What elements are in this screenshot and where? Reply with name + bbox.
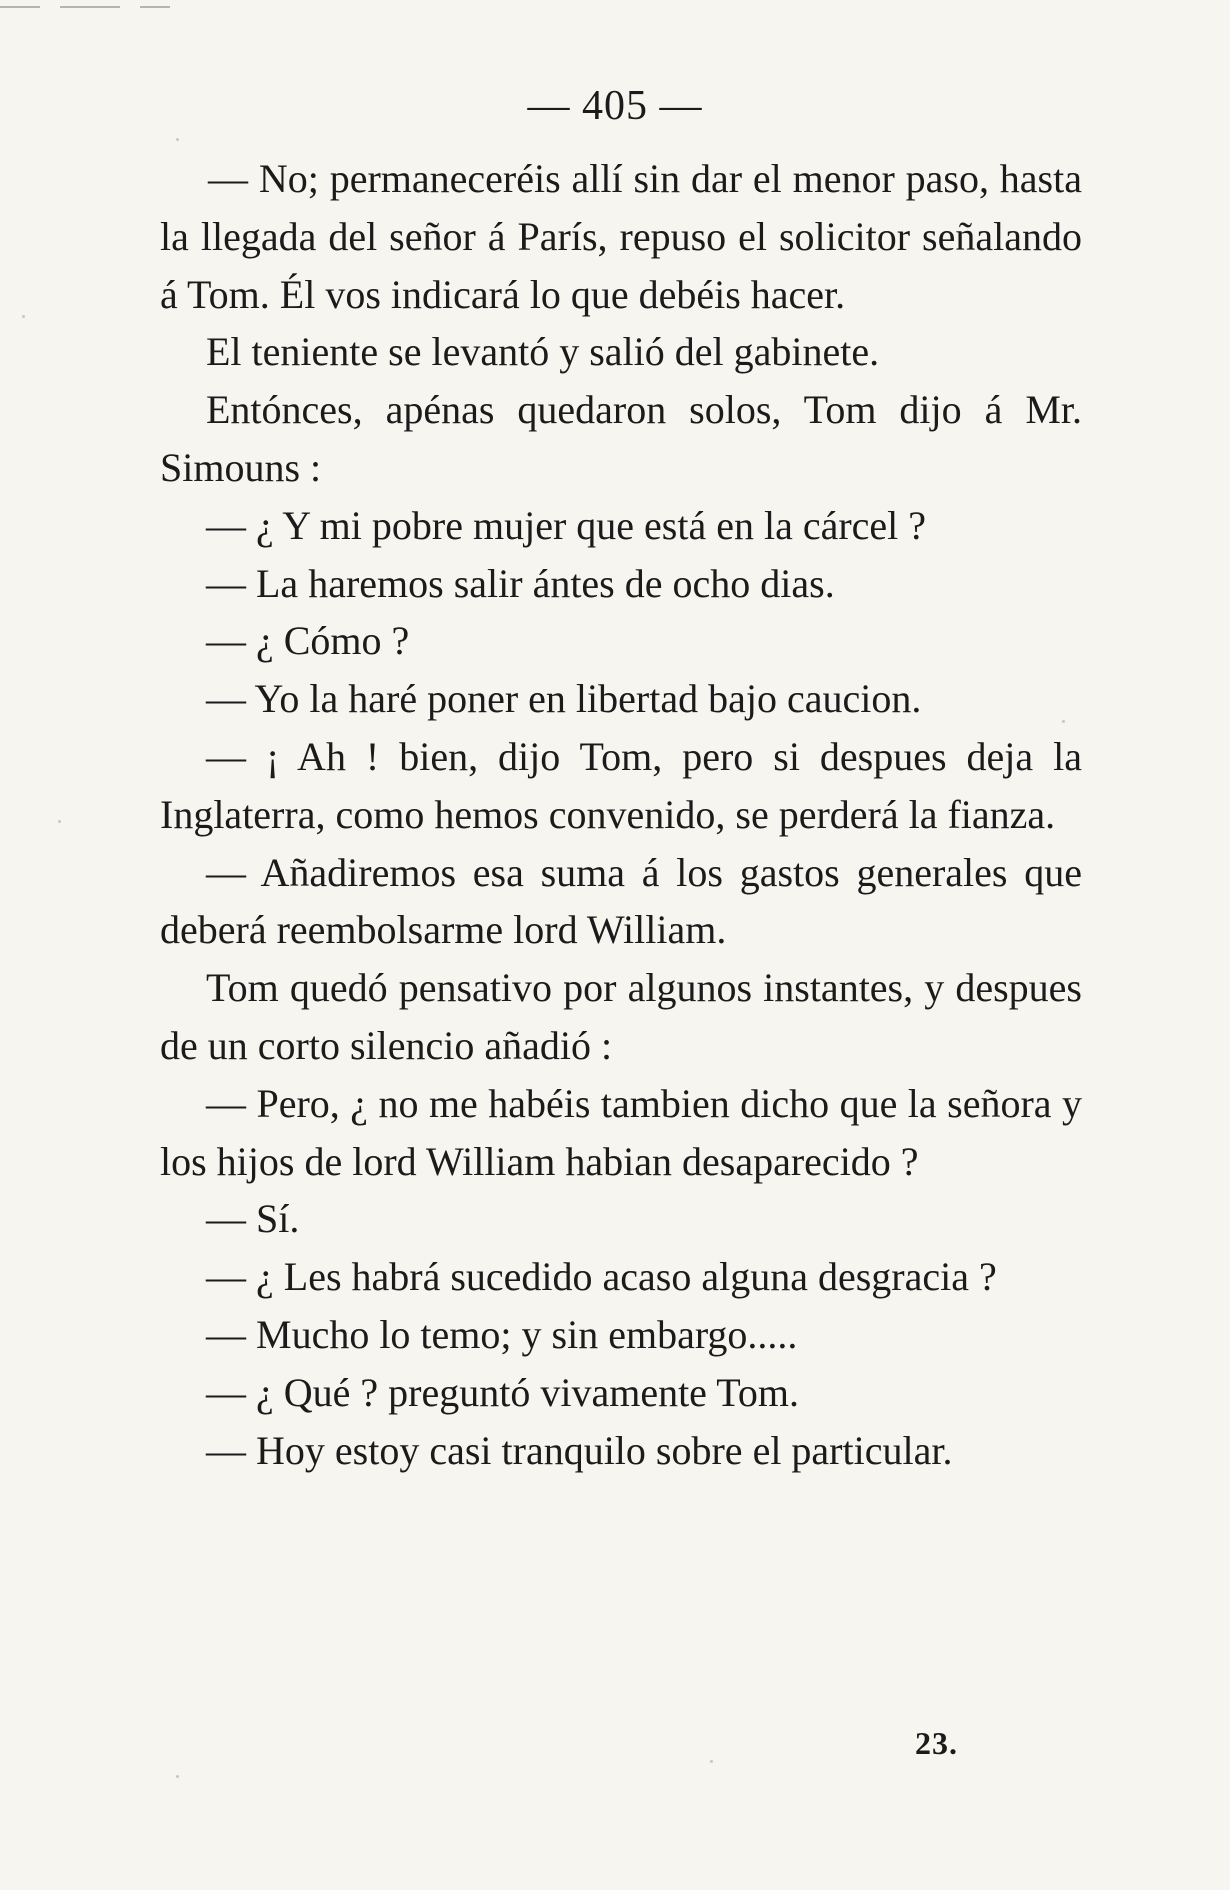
paragraph: — ¿ Y mi pobre mujer que está en la cárcel ? <box>206 502 927 548</box>
paragraph: Entónces, apénas quedaron solos, Tom dijo á Mr. Simouns : <box>160 387 1082 490</box>
paragraph: Tom quedó pensativo por algunos instantes, y despues de un corto silencio añadió : <box>160 965 1082 1068</box>
scan-edge-mark <box>0 6 180 8</box>
paragraph: — Hoy estoy casi tranquilo sobre el particular. <box>206 1427 953 1473</box>
paragraph: — Añadiremos esa suma á los gastos generales que deberá reembolsarme lord William. <box>160 849 1082 953</box>
body-text <box>160 150 1082 1479</box>
paper-speck <box>58 820 61 823</box>
paragraph: — ¿ Qué ? preguntó vivamente Tom. <box>206 1369 799 1415</box>
paragraph: El teniente se levantó y salió del gabinete. <box>206 329 880 375</box>
paragraph: — Mucho lo temo; y sin embargo..... <box>206 1311 798 1357</box>
paragraph: — No; permaneceréis allí sin dar el menor paso, hasta la llegada del señor á París, repuso el solicitor señalando á Tom. Él vos indicará lo que debéis hacer. <box>160 156 1082 317</box>
paragraph: — ¡ Ah ! bien, dijo Tom, pero si despues deja la Inglaterra, como hemos convenido, se perderá la fianza. <box>160 733 1082 837</box>
paper-speck <box>710 1760 713 1763</box>
paragraph: — Yo la haré poner en libertad bajo caucion. <box>206 676 922 722</box>
paragraph: — ¿ Les habrá sucedido acaso alguna desgracia ? <box>206 1254 997 1300</box>
paragraph: — Pero, ¿ no me habéis tambien dicho que la señora y los hijos de lord William habian desaparecido ? <box>160 1080 1082 1184</box>
paper-speck <box>176 138 179 141</box>
paper-speck <box>176 1775 179 1778</box>
paragraph: — Sí. <box>206 1196 300 1242</box>
paragraph: — La haremos salir ántes de ocho dias. <box>206 560 835 606</box>
paper-speck <box>1062 720 1065 723</box>
signature-mark: 23. <box>915 1725 958 1761</box>
paragraph: — ¿ Cómo ? <box>206 618 410 664</box>
paper-speck <box>22 315 25 318</box>
page-number: — 405 — <box>527 83 703 129</box>
